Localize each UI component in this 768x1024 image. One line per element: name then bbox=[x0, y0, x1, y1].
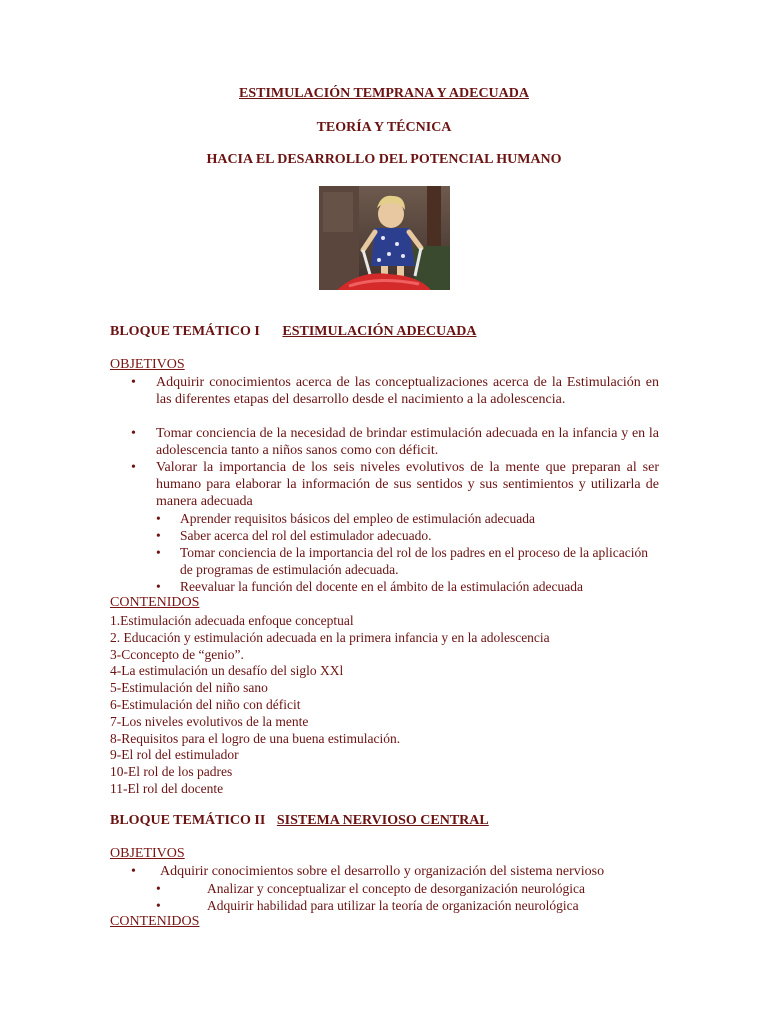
block1-title: ESTIMULACIÓN ADECUADA bbox=[282, 324, 477, 339]
sub-objective-text: Aprender requisitos básicos del empleo de estimulación adecuada bbox=[180, 511, 536, 526]
list-item bbox=[156, 527, 660, 544]
block1-contents-heading: CONTENIDOS bbox=[110, 595, 200, 610]
document-tagline: HACIA EL DESARROLLO DEL POTENCIAL HUMANO bbox=[206, 152, 562, 167]
sub-objective-text: Tomar conciencia de la importancia del rol de los padres en el proceso de la aplicación de programas de estimulación adecuada. bbox=[180, 545, 648, 577]
content-item: 10-El rol de los padres bbox=[110, 764, 233, 779]
content-item: 8-Requisitos para el logro de una buena estimulación. bbox=[110, 731, 401, 746]
objective-text: Valorar la importancia de los seis niveles evolutivos de la mente que preparan al ser humano para elaborar la información de sus sentidos y sus sentimientos y utilizarla de manera adecuada bbox=[156, 460, 659, 509]
content-item: 3-Cconcepto de “genio”. bbox=[110, 647, 244, 662]
sub-objective-text: Saber acerca del rol del estimulador adecuado. bbox=[180, 528, 432, 543]
list-item bbox=[131, 459, 659, 510]
content-item: 7-Los niveles evolutivos de la mente bbox=[110, 714, 309, 729]
list-item bbox=[156, 544, 660, 578]
bullet-icon: • bbox=[131, 864, 136, 879]
block2-label: BLOQUE TEMÁTICO II bbox=[110, 813, 266, 828]
bullet-icon: • bbox=[131, 375, 136, 390]
photo-illustration bbox=[319, 186, 450, 290]
document-title: ESTIMULACIÓN TEMPRANA Y ADECUADA bbox=[238, 86, 529, 101]
bullet-icon: • bbox=[156, 579, 161, 594]
list-item bbox=[156, 880, 660, 897]
sub-objective-text: Analizar y conceptualizar el concepto de desorganización neurológica bbox=[207, 881, 585, 896]
block2-title: SISTEMA NERVIOSO CENTRAL bbox=[276, 813, 489, 828]
bullet-icon: • bbox=[156, 528, 161, 543]
block2-heading bbox=[110, 813, 489, 829]
list-item bbox=[131, 425, 659, 459]
content-item: 11-El rol del docente bbox=[110, 781, 224, 796]
bullet-icon: • bbox=[131, 426, 136, 441]
content-item: 6-Estimulación del niño con déficit bbox=[110, 697, 301, 712]
content-item: 5-Estimulación del niño sano bbox=[110, 680, 268, 695]
block2-contents-heading: CONTENIDOS bbox=[110, 914, 200, 929]
objective-text: Tomar conciencia de la necesidad de brindar estimulación adecuada en la infancia y en la adolescencia tanto a niños sanos como con déficit. bbox=[156, 426, 659, 458]
list-item bbox=[156, 510, 660, 527]
block1-objectives-heading: OBJETIVOS bbox=[110, 357, 185, 372]
bullet-icon: • bbox=[156, 898, 161, 913]
content-item: 4-La estimulación un desafío del siglo XXl bbox=[110, 663, 344, 678]
list-item bbox=[131, 374, 659, 408]
block1-heading bbox=[110, 324, 476, 340]
objective-text: Adquirir conocimientos acerca de las conceptualizaciones acerca de la Estimulación en las diferentes etapas del desarrollo desde el nacimiento a la adolescencia. bbox=[156, 375, 659, 407]
list-item bbox=[156, 578, 660, 595]
block1-label: BLOQUE TEMÁTICO I bbox=[110, 324, 260, 339]
sub-objective-text: Adquirir habilidad para utilizar la teoría de organización neurológica bbox=[207, 898, 579, 913]
bullet-icon: • bbox=[131, 460, 136, 475]
objective-text: Adquirir conocimientos sobre el desarrollo y organización del sistema nervioso bbox=[160, 864, 605, 879]
child-on-toy-photo bbox=[319, 186, 450, 290]
bullet-icon: • bbox=[156, 545, 161, 560]
content-item: 2. Educación y estimulación adecuada en la primera infancia y en la adolescencia bbox=[110, 630, 550, 645]
content-item: 9-El rol del estimulador bbox=[110, 747, 239, 762]
list-item bbox=[156, 897, 660, 914]
bullet-icon: • bbox=[156, 511, 161, 526]
list-item bbox=[131, 863, 659, 880]
document-subtitle: TEORÍA Y TÉCNICA bbox=[316, 120, 452, 135]
sub-objective-text: Reevaluar la función del docente en el ámbito de la estimulación adecuada bbox=[180, 579, 583, 594]
block2-objectives-heading: OBJETIVOS bbox=[110, 846, 185, 861]
content-item: 1.Estimulación adecuada enfoque conceptual bbox=[110, 613, 354, 628]
bullet-icon: • bbox=[156, 881, 161, 896]
